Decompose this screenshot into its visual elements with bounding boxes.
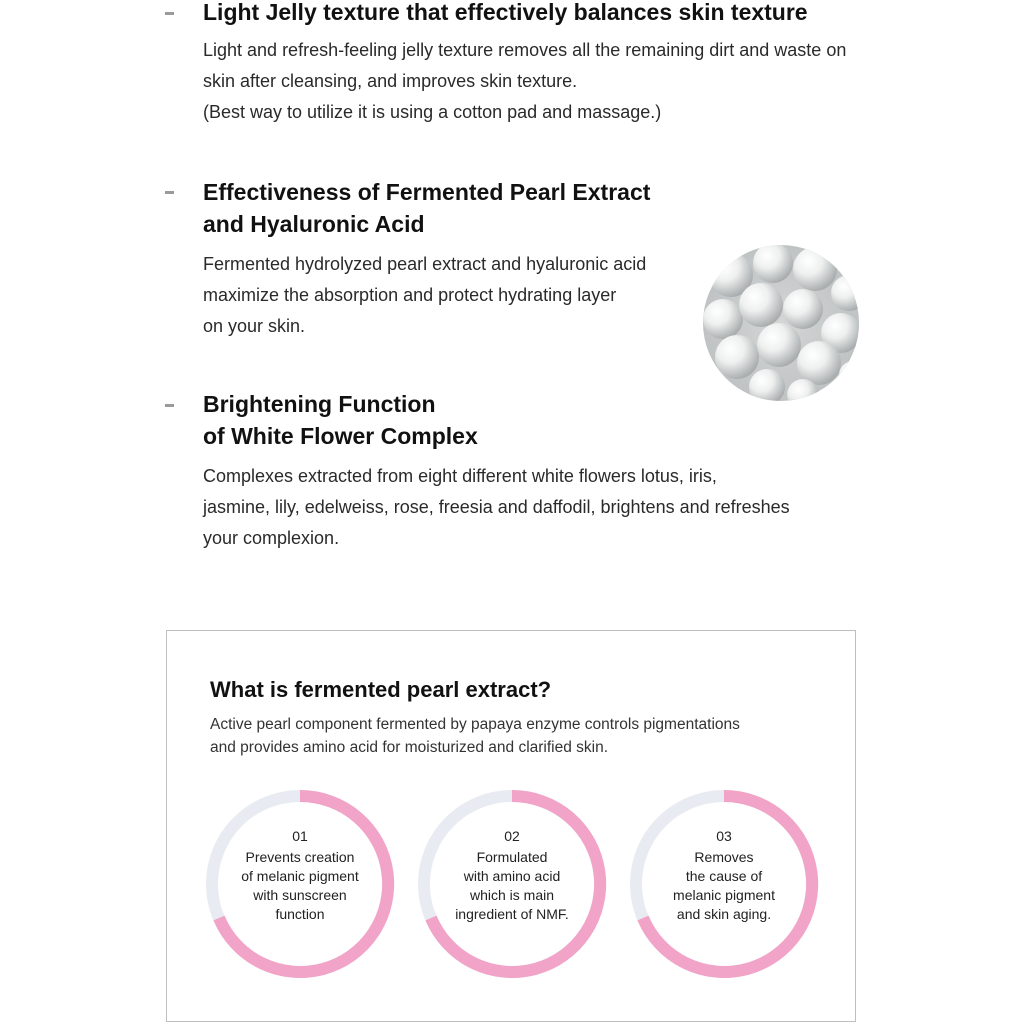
benefit-text: Prevents creation of melanic pigment with sunscreen function	[241, 849, 359, 922]
feature-body: Light and refresh-feeling jelly texture removes all the remaining dirt and waste on skin after cleansing, and improves skin texture. (Best way to utilize it is using a cotton pad and massage.)	[203, 40, 847, 122]
feature-title: Effectiveness of Fermented Pearl Extract and Hyaluronic Acid	[203, 179, 651, 237]
feature-title: Light Jelly texture that effectively balances skin texture	[203, 0, 808, 25]
benefit-text-block	[437, 827, 587, 924]
bullet-dash	[165, 191, 174, 194]
bullet-dash	[165, 404, 174, 407]
info-box	[166, 630, 856, 1022]
info-box-description: Active pearl component fermented by papaya enzyme controls pigmentations and provides amino acid for moisturized and clarified skin.	[210, 716, 740, 756]
benefit-number: 01	[292, 828, 308, 844]
benefit-ring-01	[205, 789, 395, 979]
feature-body: Complexes extracted from eight different white flowers lotus, iris, jasmine, lily, edelweiss, rose, freesia and daffodil, brightens and refreshes your complexion.	[203, 466, 790, 548]
benefit-number: 02	[504, 828, 520, 844]
pearls-illustration	[703, 245, 859, 401]
benefit-text: Formulated with amino acid which is main ingredient of NMF.	[455, 849, 569, 922]
pearls-photo	[703, 245, 859, 401]
benefit-text-block	[649, 827, 799, 924]
benefit-ring-03	[629, 789, 819, 979]
benefit-text: Removes the cause of melanic pigment and skin aging.	[673, 849, 775, 922]
bullet-dash	[165, 12, 174, 15]
benefit-number: 03	[716, 828, 732, 844]
benefit-ring-02	[417, 789, 607, 979]
benefit-text-block	[225, 827, 375, 924]
feature-body: Fermented hydrolyzed pearl extract and hyaluronic acid maximize the absorption and protect hydrating layer on your skin.	[203, 254, 647, 336]
info-box-title: What is fermented pearl extract?	[210, 677, 552, 702]
feature-title: Brightening Function of White Flower Complex	[203, 391, 478, 449]
